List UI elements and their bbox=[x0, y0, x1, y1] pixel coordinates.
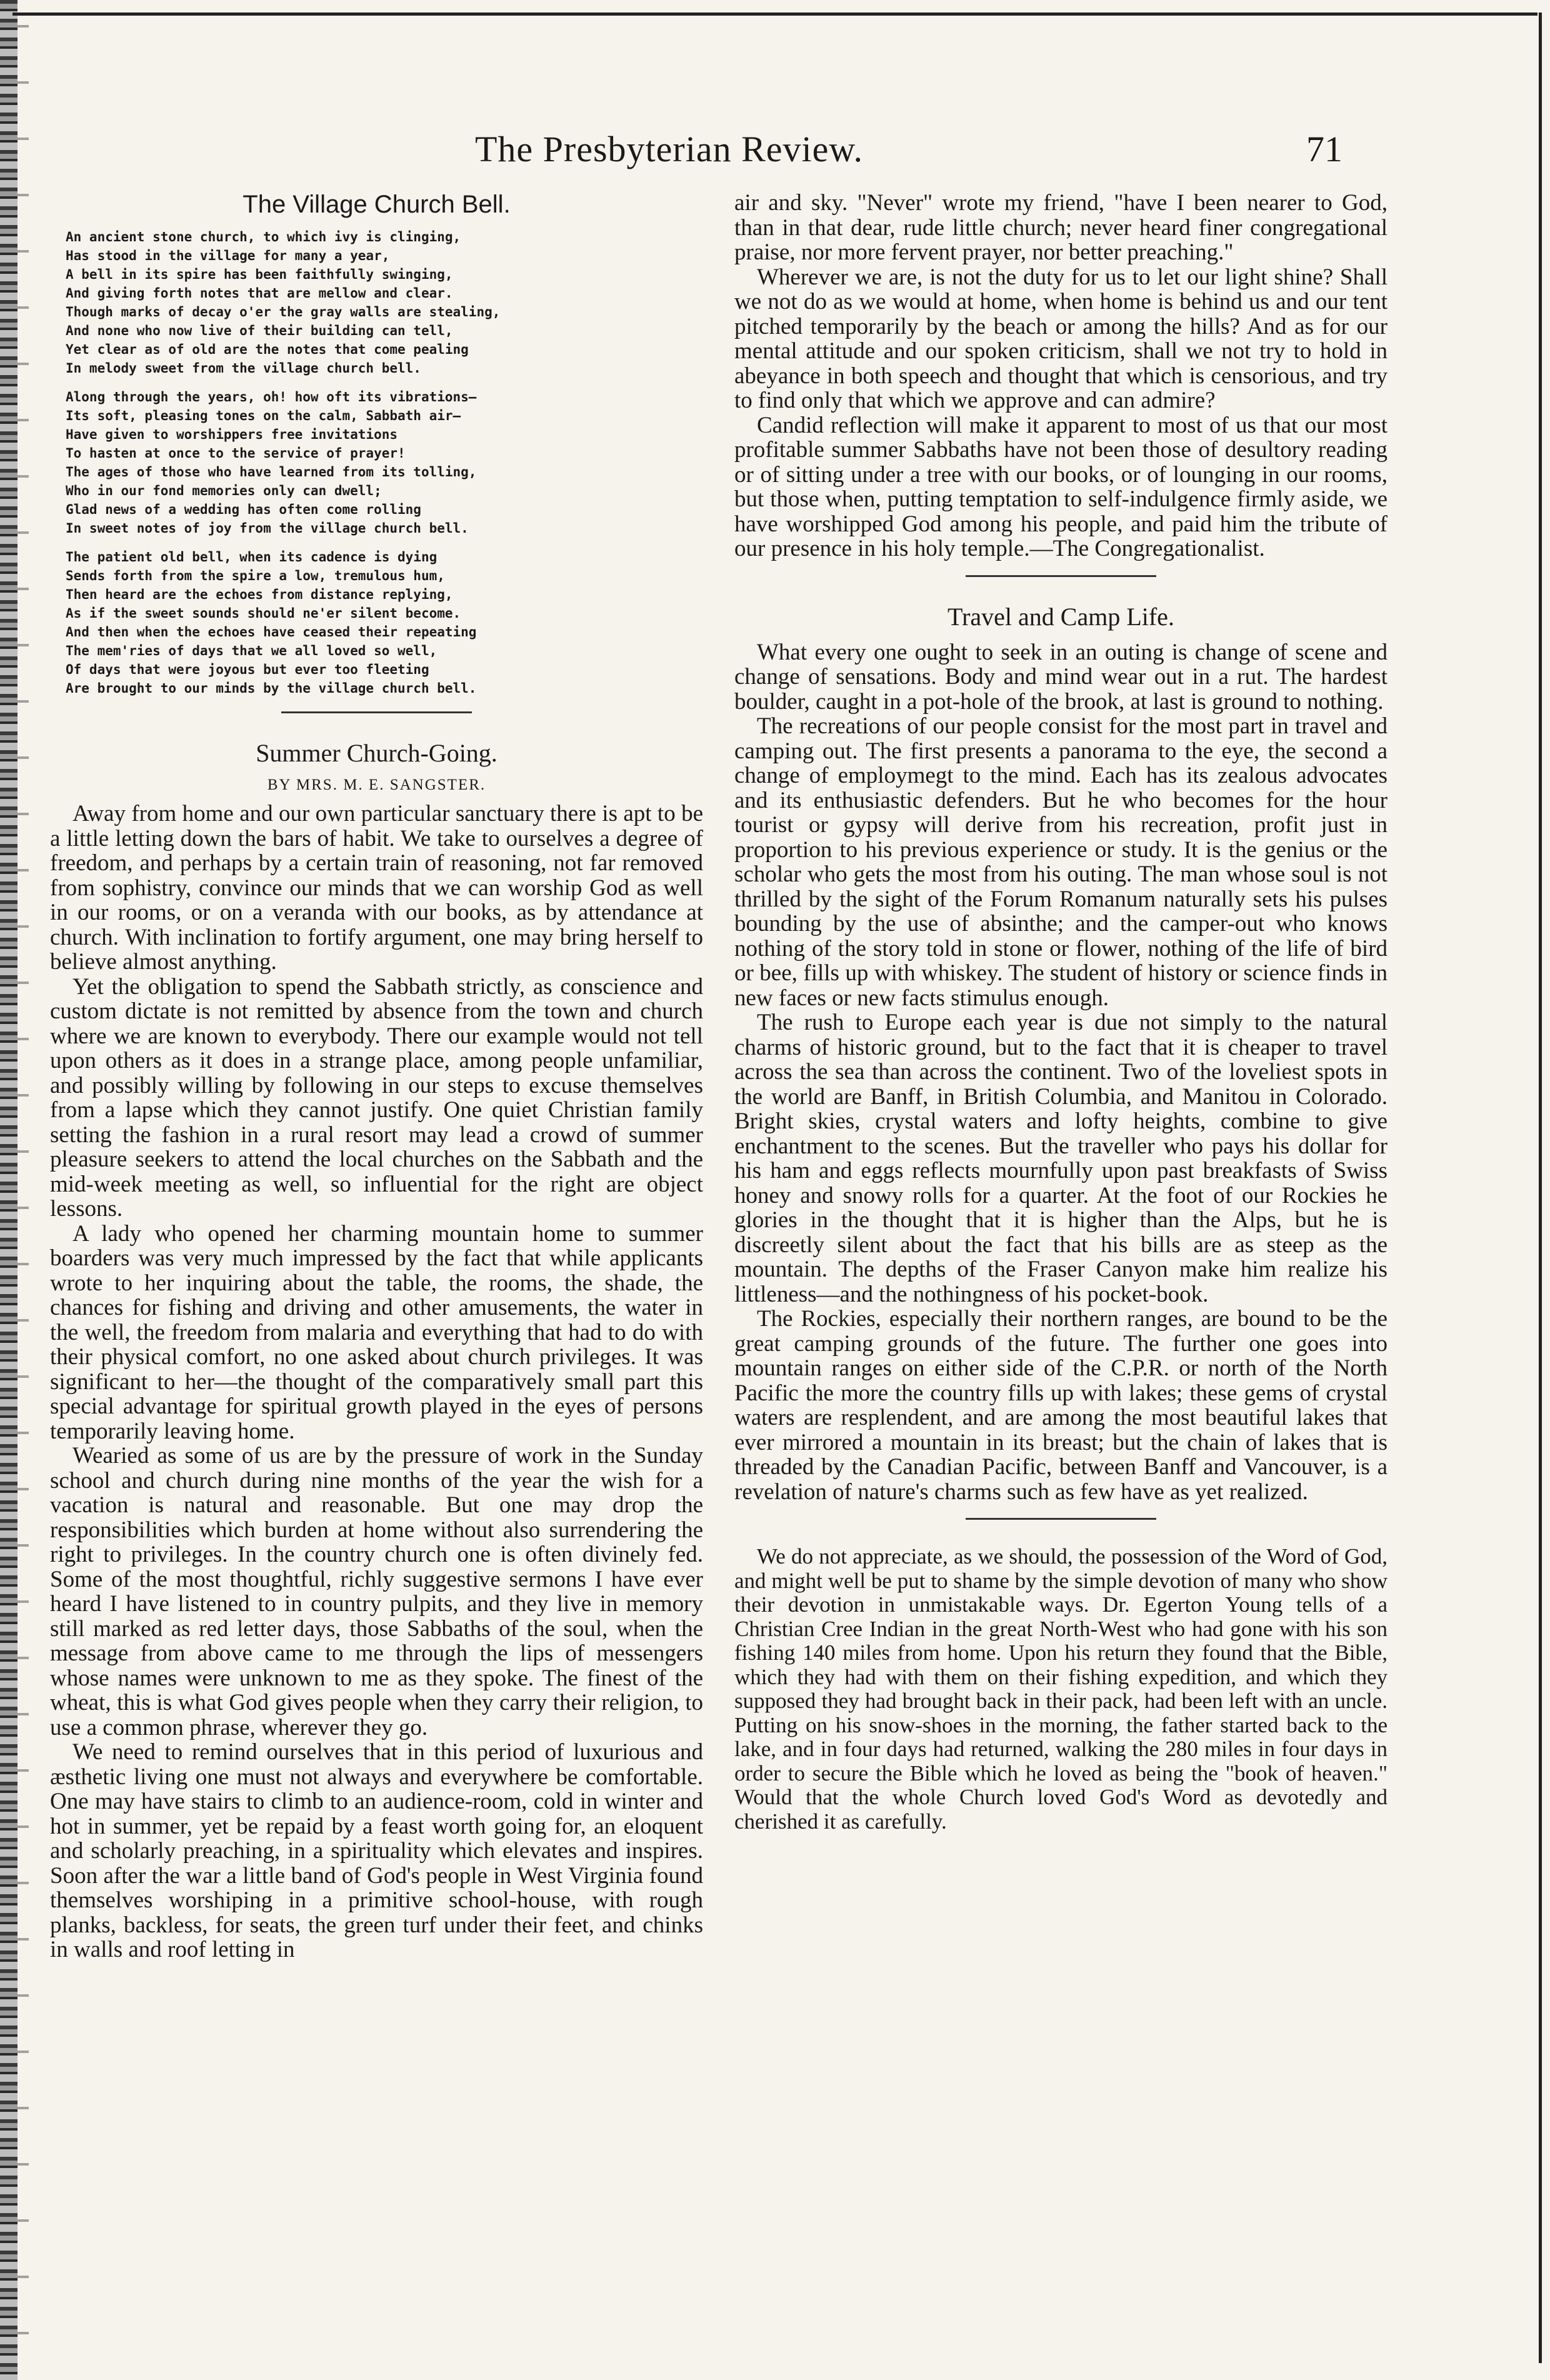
poem-title: The Village Church Bell. bbox=[242, 191, 511, 218]
poem-line: As if the sweet sounds should ne'er silent become. bbox=[66, 606, 461, 621]
poem-line: Have given to worshippers free invitations bbox=[66, 427, 398, 442]
poem-stanza bbox=[66, 228, 703, 378]
article-paragraph: Away from home and our own particular sanctuary there is apt to be a little letting down the bars of habit. We take to ourselves a degree of freedom, and perhaps by a certain train of reasoning, not far removed from sophistry, convince our minds that we can worship God as well in our rooms, or on a veranda with our books, as by attendance at church. With inclination to fortify argument, one may bring herself to believe almost anything. bbox=[50, 801, 703, 975]
running-title: The Presbyterian Review. bbox=[475, 129, 863, 169]
article-continuation-paragraph: Candid reflection will make it apparent to most of us that our most profitable summer Sabbaths have not been those of desultory reading or of sitting under a tree with our books, or of lounging in our rooms, but those when, putting temptation to self-indulgence firmly aside, we have worshipped God among his people, and paid him the tribute of our presence in his holy temple.—The Congregationalist. bbox=[734, 412, 1388, 561]
poem-line: The patient old bell, when its cadence is dying bbox=[66, 550, 438, 565]
page-number: 71 bbox=[1306, 129, 1342, 169]
travel-paragraph: What every one ought to seek in an outing is change of scene and change of sensations. Body and mind wear out in a rut. The hardest boulder, caught in a pot-hole of the brook, at last is ground to nothing. bbox=[734, 639, 1388, 715]
poem-line: An ancient stone church, to which ivy is clinging, bbox=[66, 229, 461, 244]
poem-line: To hasten at once to the service of prayer! bbox=[66, 446, 406, 461]
poem-line: The ages of those who have learned from its tolling, bbox=[66, 464, 477, 480]
travel-paragraph: The recreations of our people consist for the most part in travel and camping out. The first presents a panorama to the eye, the second a change of employmegt to the mind. Each has its zealous advocates and its enthusiastic defenders. But he who becomes for the hour tourist or gypsy will derive from his recreation, profit just in proportion to his previous experience or study. It is the genius or the scholar who gets the most from his outing. The man whose soul is not thrilled by the sight of the Forum Romanum naturally sets his pulses bounding by the use of absinthe; and the camper-out who knows nothing of the story told in stone or flower, nothing of the life of bird or bee, fills up with whiskey. The student of history or science finds in new faces or new facts stimulus enough. bbox=[734, 713, 1388, 1011]
poem-line: Though marks of decay o'er the gray walls are stealing, bbox=[66, 304, 501, 319]
section-divider bbox=[281, 711, 472, 713]
article-paragraph: A lady who opened her charming mountain home to summer boarders was very much impressed by the fact that while applicants wrote to her inquiring about the table, the rooms, the shade, the chances for fishing and driving and other amusements, the water in the well, the freedom from malaria and everything that had to do with their physical comfort, no one asked about church privileges. It was significant to her—the thought of the comparatively small part this special advantage for spiritual growth played in the eyes of persons temporarily leaving home. bbox=[50, 1220, 703, 1444]
article-paragraph: We need to remind ourselves that in this period of luxurious and æsthetic living one must not always and everywhere be comfortable. One may have stairs to climb to an audience-room, cold in winter and hot in summer, yet be repaid by a feast worth going for, an eloquent and scholarly preaching, in a spirituality which elevates and inspires. Soon after the war a little band of God's people in West Virginia found themselves worshiping in a primitive school-house, with rough planks, backless, for seats, the green turf under their feet, and chinks in walls and roof letting in bbox=[50, 1739, 703, 1962]
poem-stanza bbox=[66, 388, 703, 538]
article-continuation-paragraph: Wherever we are, is not the duty for us to let our light shine? Shall we not do as we would at home, when home is behind us and our tent pitched temporarily by the beach or among the hills? And as for our mental attitude and our spoken criticism, shall we not try to hold in abeyance in both speech and thought that which is censorious, and try to find only that which we approve and can admire? bbox=[734, 264, 1388, 413]
right-rule bbox=[1539, 13, 1542, 2363]
poem-line: Are brought to our minds by the village church bell. bbox=[66, 681, 477, 696]
left-column bbox=[50, 191, 703, 1962]
poem-line: In sweet notes of joy from the village church bell. bbox=[66, 521, 469, 536]
poem-line: Of days that were joyous but ever too fleeting bbox=[66, 662, 429, 677]
article-paragraph: Wearied as some of us are by the pressure of work in the Sunday school and church during nine months of the year the wish for a vacation is natural and reasonable. But one may drop the responsibilities which burden at home without also surrendering the right to privileges. In the country church one is often divinely fed. Some of the most thoughtful, richly suggestive sermons I have ever heard I have listened to in country pulpits, and they live in memory still marked as red letter days, those Sabbaths of the soul, when the message from above came to me through the lips of messengers whose names were unknown to me as they spoke. The finest of the wheat, this is what God gives people when they carry their religion, to use a common phrase, wherever they go. bbox=[50, 1443, 703, 1740]
poem-line: And giving forth notes that are mellow and clear. bbox=[66, 286, 453, 301]
article-paragraph: Yet the obligation to spend the Sabbath strictly, as conscience and custom dictate is not remitted by absence from the town and church where we are known to everybody. There our example would not tell upon others as it does in a strange place, among people unfamiliar, and possibly willing by following in our steps to excuse themselves from a lapse which they cannot justify. One quiet Christian family setting the fashion in a rural resort may lead a crowd of summer pleasure seekers to attend the local churches on the Sabbath and the mid-week meeting as well, so influential for the right are object lessons. bbox=[50, 973, 703, 1222]
scan-edge bbox=[0, 0, 18, 2380]
article-byline: BY MRS. M. E. SANGSTER. bbox=[267, 776, 486, 793]
poem-line: And none who now live of their building can tell, bbox=[66, 323, 453, 338]
top-rule bbox=[12, 13, 1538, 16]
section-divider bbox=[966, 1518, 1156, 1520]
poem-line: Who in our fond memories only can dwell; bbox=[66, 483, 382, 498]
bible-paragraph: We do not appreciate, as we should, the possession of the Word of God, and might well be put to shame by the simple devotion of many who show their devotion in unmistakable ways. Dr. Egerton Young tells of a Christian Cree Indian in the great North-West who had gone with his son fishing 140 miles from home. Upon his return they found that the Bible, which they had with them on their fishing expedition, and which they supposed they had brought back in their pack, had been left with an uncle. Putting on his snow-shoes in the morning, the father started back to the lake, and in four days had returned, walking the 280 miles in four days in order to secure the Bible which he loved as being the "book of heaven." Would that the whole Church loved God's Word as devotedly and cherished it as carefully. bbox=[734, 1544, 1388, 1834]
poem-line: And then when the echoes have ceased their repeating bbox=[66, 625, 477, 640]
poem-line: In melody sweet from the village church bell. bbox=[66, 361, 421, 376]
travel-paragraph: The Rockies, especially their northern ranges, are bound to be the great camping grounds of the future. The further one goes into mountain ranges on either side of the C.P.R. or north of the North Pacific the more the country fills up with lakes; these gems of crystal waters are resplendent, and are among the most beautiful lakes that ever mirrored a mountain in its breast; but the chain of lakes that is threaded by the Canadian Pacific, between Banff and Vancouver, is a revelation of nature's charms such as few have as yet realized. bbox=[734, 1306, 1388, 1505]
poem-stanza bbox=[66, 548, 703, 698]
poem-line: Sends forth from the spire a low, tremulous hum, bbox=[66, 568, 445, 583]
scan-edge-marks bbox=[18, 0, 29, 2380]
poem-line: Its soft, pleasing tones on the calm, Sabbath air— bbox=[66, 408, 461, 423]
travel-title: Travel and Camp Life. bbox=[948, 602, 1174, 631]
poem-line: Then heard are the echoes from distance replying, bbox=[66, 587, 453, 602]
poem-line: Has stood in the village for many a year, bbox=[66, 248, 390, 263]
article-title: Summer Church-Going. bbox=[256, 739, 498, 767]
poem-line: Glad news of a wedding has often come rolling bbox=[66, 502, 421, 517]
travel-paragraph: The rush to Europe each year is due not simply to the natural charms of historic ground, but to the fact that it is cheaper to travel across the sea than across the continent. Two of the loveliest spots in the world are Banff, in British Columbia, and Manitou in Colorado. Bright skies, crystal waters and lofty heights, combine to give enchantment to the scenes. But the traveller who pays his dollar for his ham and eggs reflects mournfully upon past breakfasts of Swiss honey and snowy rolls for a quarter. At the foot of our Rockies he glories in the thought that it is higher than the Alps, but he is discreetly silent about the fact that his bills are as steep as the mountain. The depths of the Fraser Canyon make him realize his littleness—and the nothingness of his pocket-book. bbox=[734, 1010, 1388, 1307]
poem-line: Along through the years, oh! how oft its vibrations— bbox=[66, 389, 477, 404]
section-divider bbox=[966, 575, 1156, 577]
poem-line: Yet clear as of old are the notes that come pealing bbox=[66, 342, 469, 357]
poem-line: The mem'ries of days that we all loved so well, bbox=[66, 643, 438, 658]
right-column bbox=[734, 191, 1388, 1834]
article-continuation-paragraph: air and sky. "Never" wrote my friend, "have I been nearer to God, than in that dear, rude little church; never heard finer congregational praise, nor more fervent prayer, nor better preaching." bbox=[734, 190, 1388, 265]
poem-line: A bell in its spire has been faithfully swinging, bbox=[66, 267, 453, 282]
